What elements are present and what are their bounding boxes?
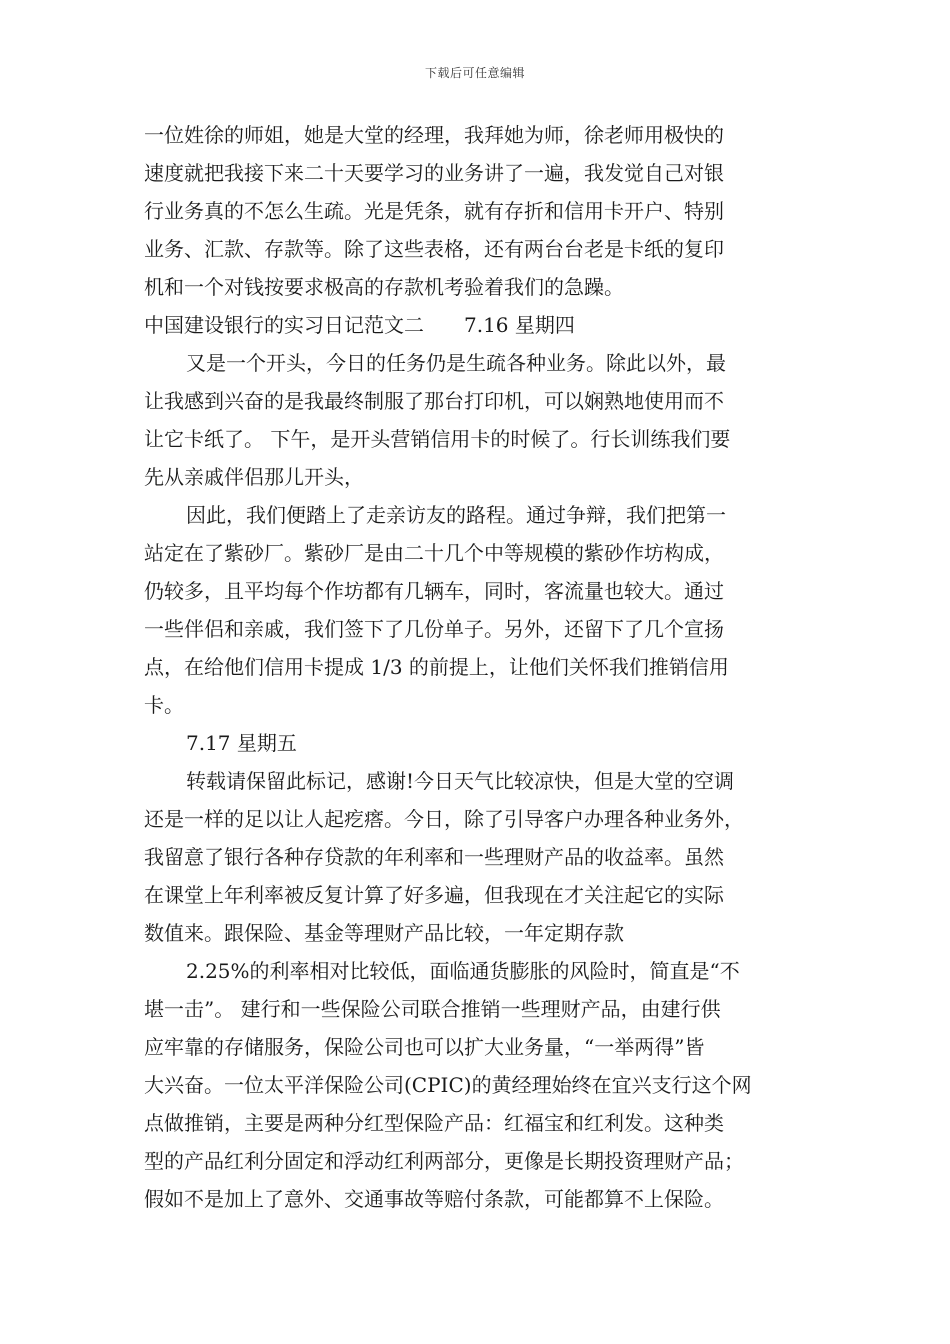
text-line [144,116,806,154]
text-line [144,154,806,192]
text-line [144,1028,806,1066]
text-line [144,724,806,762]
text-line [144,572,806,610]
text-line-content: 因此，我们便踏上了走亲访友的路程。通过争辩，我们把第一 [186,503,726,527]
text-line-content: 堪一击”。 建行和一些保险公司联合推销一些理财产品，由建行供 [144,997,721,1021]
text-line-content: 假如不是加上了意外、交通事故等赔付条款，可能都算不上保险。 [144,1187,724,1211]
text-line-content: 机和一个对钱按要求极高的存款机考验着我们的急躁。 [144,275,624,299]
text-line-content: 在课堂上年利率被反复计算了好多遍，但我现在才关注起它的实际 [144,883,724,907]
text-line [144,1180,806,1218]
text-line-content: 先从亲戚伴侣那儿开头， [144,465,364,489]
text-line-content: 点做推销，主要是两种分红型保险产品：红福宝和红利发。这种类 [144,1111,724,1135]
text-line-content: 又是一个开头，今日的任务仍是生疏各种业务。除此以外，最 [186,351,726,375]
text-line [144,1066,806,1104]
text-line [144,420,806,458]
text-line [144,610,806,648]
text-line-content: 一些伴侣和亲戚，我们签下了几份单子。另外，还留下了几个宣扬 [144,617,724,641]
page-header: 下载后可任意编辑 [424,66,525,80]
text-line-date: 7.16 星期四 [464,313,575,337]
text-line-content: 2.25%的利率相对比较低，面临通货膨胀的风险时，简直是“不 [186,959,740,983]
text-line-content: 还是一样的足以让人起疙瘩。今日，除了引导客户办理各种业务外， [144,807,744,831]
text-line-content: 7.17 星期五 [186,731,297,755]
text-line [144,230,806,268]
text-line-content: 行业务真的不怎么生疏。光是凭条，就有存折和信用卡开户、特别 [144,199,724,223]
text-line-content: 让我感到兴奋的是我最终制服了那台打印机，可以娴熟地使用而不 [144,389,724,413]
text-line-content: 业务、汇款、存款等。除了这些表格，还有两台台老是卡纸的复印 [144,237,724,261]
text-line [144,838,806,876]
text-line [144,458,806,496]
text-line-content: 点，在给他们信用卡提成 1/3 的前提上，让他们关怀我们推销信用 [144,655,729,679]
text-line [144,382,806,420]
text-line-content: 我留意了银行各种存贷款的年利率和一些理财产品的收益率。虽然 [144,845,724,869]
text-line [144,344,806,382]
text-line-content: 大兴奋。一位太平洋保险公司(CPIC)的黄经理始终在宜兴支行这个网 [144,1073,752,1097]
text-line [144,800,806,838]
text-line-content: 仍较多，且平均每个作坊都有几辆车，同时，客流量也较大。通过 [144,579,724,603]
text-line [144,876,806,914]
text-line-content: 让它卡纸了。 下午，是开头营销信用卡的时候了。行长训练我们要 [144,427,731,451]
text-line-content: 速度就把我接下来二十天要学习的业务讲了一遍，我发觉自己对银 [144,161,724,185]
text-line [144,648,806,686]
text-line-content: 卡。 [144,693,184,717]
text-line [144,914,806,952]
text-line-content: 型的产品红利分固定和浮动红利两部分，更像是长期投资理财产品； [144,1149,744,1173]
text-line [144,686,806,724]
text-line [144,496,806,534]
text-line [144,306,806,344]
text-line-content: 转载请保留此标记，感谢!今日天气比较凉快，但是大堂的空调 [186,769,735,793]
text-line [144,1104,806,1142]
text-line-content: 一位姓徐的师姐，她是大堂的经理，我拜她为师，徐老师用极快的 [144,123,724,147]
text-line [144,990,806,1028]
text-line [144,268,806,306]
text-line-content: 站定在了紫砂厂。紫砂厂是由二十几个中等规模的紫砂作坊构成， [144,541,724,565]
text-line [144,1142,806,1180]
text-line-content: 中国建设银行的实习日记范文二 [144,313,424,337]
text-line [144,192,806,230]
text-line [144,762,806,800]
document-body [144,116,806,1218]
text-line [144,952,806,990]
text-line-content: 应牢靠的存储服务，保险公司也可以扩大业务量，“一举两得”皆 [144,1035,705,1059]
text-line [144,534,806,572]
text-line-content: 数值来。跟保险、基金等理财产品比较，一年定期存款 [144,921,624,945]
